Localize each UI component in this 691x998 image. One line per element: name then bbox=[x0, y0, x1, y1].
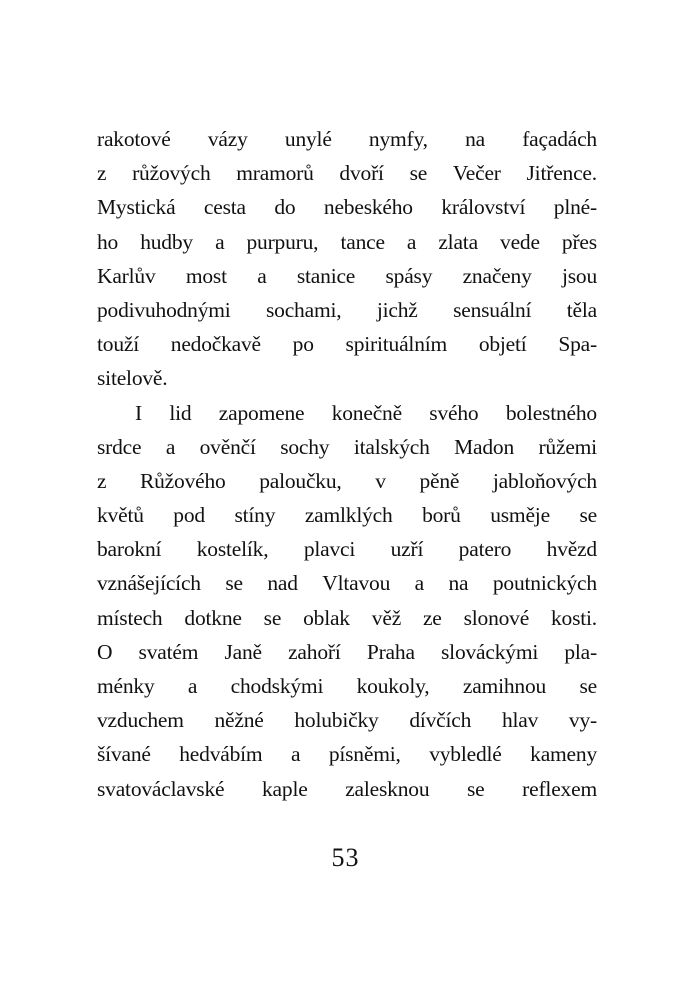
text-line bbox=[97, 635, 597, 669]
word: a bbox=[165, 434, 176, 459]
word: paloučku, bbox=[259, 468, 342, 493]
word: vy- bbox=[568, 708, 597, 733]
text-line bbox=[97, 122, 597, 156]
word: uzří bbox=[390, 537, 424, 562]
word: slováckými bbox=[441, 639, 539, 664]
text-line bbox=[97, 601, 597, 635]
word: podivuhodnými bbox=[97, 297, 231, 322]
word: růžemi bbox=[538, 434, 597, 459]
text-line bbox=[97, 703, 597, 737]
word: jabloňových bbox=[492, 468, 597, 493]
word: nad bbox=[267, 571, 298, 596]
word: do bbox=[274, 195, 296, 220]
word: na bbox=[465, 127, 485, 151]
word: z bbox=[97, 161, 107, 186]
word: konečně bbox=[331, 400, 402, 425]
word: v bbox=[375, 468, 386, 493]
word: nymfy, bbox=[368, 127, 428, 151]
word: Spa- bbox=[558, 332, 597, 357]
word: italských bbox=[353, 434, 430, 459]
word: zapomene bbox=[218, 400, 305, 425]
word: O bbox=[97, 639, 113, 664]
word: ho bbox=[97, 229, 119, 254]
word: stíny bbox=[234, 503, 276, 528]
word: barokní bbox=[97, 537, 162, 562]
word: kostelík, bbox=[196, 537, 269, 562]
word: purpuru, bbox=[246, 229, 319, 254]
text-line bbox=[97, 430, 597, 464]
text-line bbox=[97, 327, 597, 361]
word: pla- bbox=[564, 639, 597, 664]
text-line bbox=[97, 156, 597, 190]
word: Vltavou bbox=[322, 571, 391, 596]
word: touží bbox=[97, 332, 139, 357]
word: svatováclavské bbox=[97, 776, 225, 801]
word: po bbox=[292, 332, 314, 357]
word: Karlův bbox=[97, 263, 156, 288]
word: hudby bbox=[140, 229, 193, 254]
word: façadách bbox=[522, 127, 597, 151]
word: jichž bbox=[376, 297, 418, 322]
word: dvoří bbox=[339, 161, 384, 186]
text-line bbox=[97, 225, 597, 259]
word: cesta bbox=[203, 195, 246, 220]
word: spásy bbox=[385, 263, 433, 288]
word: věž bbox=[371, 605, 402, 630]
word: pěně bbox=[419, 468, 460, 493]
word: svatém bbox=[138, 639, 199, 664]
word: z bbox=[97, 468, 107, 493]
word: lid bbox=[169, 400, 192, 425]
text-line bbox=[97, 737, 597, 771]
word: slonové bbox=[463, 605, 530, 630]
word: a bbox=[187, 674, 198, 698]
word: hedvábím bbox=[179, 742, 263, 767]
word: pod bbox=[173, 503, 205, 528]
word: zlata bbox=[438, 229, 478, 254]
text-line bbox=[97, 566, 597, 600]
word: místech bbox=[97, 605, 163, 630]
word: sochami, bbox=[266, 297, 342, 322]
page-number: 53 bbox=[331, 843, 360, 872]
word: něžné bbox=[214, 708, 264, 733]
word: písněmi, bbox=[328, 742, 401, 767]
text-line bbox=[97, 190, 597, 224]
word: ze bbox=[422, 605, 442, 630]
word: unylé bbox=[284, 127, 332, 151]
word: značeny bbox=[462, 263, 532, 288]
word: dívčích bbox=[409, 708, 472, 733]
paragraph-first-line bbox=[97, 396, 597, 430]
word: koukoly, bbox=[356, 674, 430, 698]
text-line bbox=[97, 498, 597, 532]
word: růžových bbox=[132, 161, 211, 186]
word: přes bbox=[561, 229, 597, 254]
word: dotkne bbox=[184, 605, 242, 630]
word: se bbox=[263, 605, 282, 630]
word: Večer bbox=[452, 161, 501, 186]
word: se bbox=[467, 776, 485, 801]
word: těla bbox=[566, 297, 597, 322]
word: Růžového bbox=[139, 468, 226, 493]
word: na bbox=[448, 571, 469, 596]
word: spirituálním bbox=[345, 332, 448, 357]
word: usměje bbox=[490, 503, 550, 528]
word: se bbox=[409, 161, 428, 186]
word: most bbox=[185, 263, 227, 288]
word: I bbox=[135, 400, 142, 425]
word: sochy bbox=[280, 434, 330, 459]
word: nebeského bbox=[323, 195, 413, 220]
word: vzduchem bbox=[97, 708, 184, 733]
word: poutnických bbox=[492, 571, 597, 596]
word: bolestného bbox=[505, 400, 597, 425]
word: a bbox=[290, 742, 301, 767]
word: zamlklých bbox=[304, 503, 393, 528]
word: se bbox=[579, 503, 597, 528]
word: stanice bbox=[296, 263, 356, 288]
word: a bbox=[406, 229, 417, 254]
word: tance bbox=[340, 229, 385, 254]
word: květů bbox=[97, 503, 144, 528]
text-line bbox=[97, 293, 597, 327]
text-line bbox=[97, 532, 597, 566]
word: Jitřence. bbox=[526, 161, 597, 186]
word: zahoří bbox=[288, 639, 341, 664]
word: jsou bbox=[561, 263, 597, 288]
word: zalesknou bbox=[345, 776, 430, 801]
word: objetí bbox=[478, 332, 527, 357]
word: kosti. bbox=[550, 605, 597, 630]
word: šívané bbox=[97, 742, 151, 767]
word: holubičky bbox=[294, 708, 379, 733]
word: oblak bbox=[303, 605, 350, 630]
word: rakotové bbox=[97, 127, 171, 151]
text-line bbox=[97, 669, 597, 703]
word: borů bbox=[422, 503, 461, 528]
word: hvězd bbox=[546, 537, 597, 562]
word: ověnčí bbox=[199, 434, 256, 459]
word: zamihnou bbox=[462, 674, 547, 698]
word: Mystická bbox=[97, 195, 176, 220]
word: kaple bbox=[262, 776, 308, 801]
word: sensuální bbox=[453, 297, 532, 322]
text-line bbox=[97, 772, 597, 806]
word: reflexem bbox=[522, 776, 597, 801]
word: Madon bbox=[454, 434, 515, 459]
word: chodskými bbox=[230, 674, 324, 698]
text-line bbox=[97, 259, 597, 293]
word: srdce bbox=[97, 434, 142, 459]
word: se bbox=[579, 674, 597, 698]
word: hlav bbox=[501, 708, 539, 733]
text-line bbox=[97, 464, 597, 498]
word: Janě bbox=[224, 639, 262, 664]
word: království bbox=[441, 195, 526, 220]
word: vázy bbox=[207, 127, 248, 151]
paragraph-last-line bbox=[97, 361, 597, 395]
word: plné- bbox=[553, 195, 597, 220]
word: vede bbox=[500, 229, 540, 254]
word: plavci bbox=[303, 537, 356, 562]
word: a bbox=[414, 571, 424, 596]
word: a bbox=[215, 229, 225, 254]
word: vybledlé bbox=[429, 742, 502, 767]
word: kameny bbox=[530, 742, 597, 767]
word: vznášejících bbox=[97, 571, 201, 596]
word: patero bbox=[458, 537, 512, 562]
word: nedočkavě bbox=[170, 332, 261, 357]
body-text bbox=[97, 122, 597, 806]
word: svého bbox=[429, 400, 479, 425]
word: ménky bbox=[97, 674, 155, 698]
word: se bbox=[225, 571, 243, 596]
word: sitelově. bbox=[97, 366, 168, 391]
word: a bbox=[257, 263, 267, 288]
word: Praha bbox=[366, 639, 415, 664]
word: mramorů bbox=[236, 161, 314, 186]
